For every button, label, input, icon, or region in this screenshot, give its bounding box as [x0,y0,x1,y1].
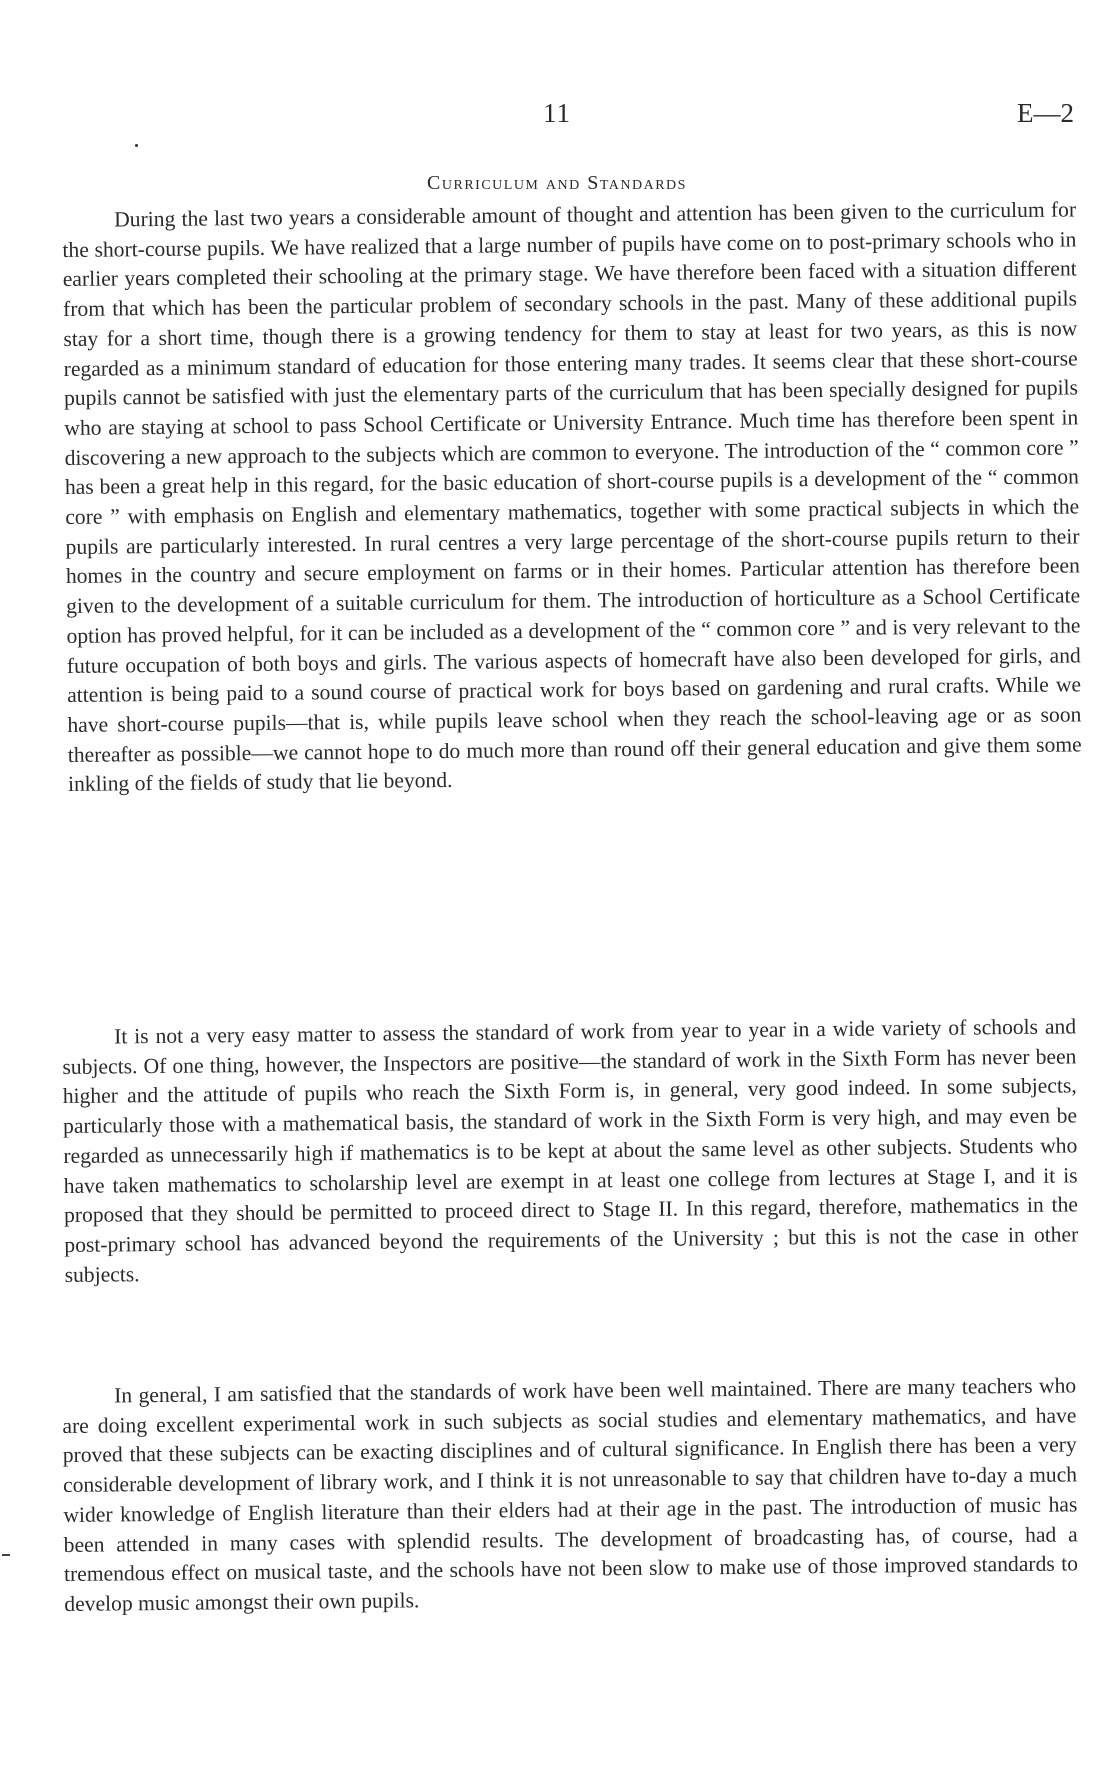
paragraph-assessment: It is not a very easy matter to assess the standard of work from year to year in a wide variety of schools and subjects. Of one thing, however, the Inspectors are positive—the standard of work in the Sixth Form has never been higher and the attitude of pupils who reach the Sixth Form is, in general, very good indeed. In some subjects, particularly those with a mathematical basis, the standard of work in the Sixth Form is very high, and may even be regarded as unnecessarily high if mathematics is to be kept at about the same level as other subjects. Students who have taken mathematics to scholarship level are exempt in at least one college from lectures at Stage I, and it is proposed that they should be permitted to proceed direct to Stage II. In this regard, therefore, mathematics in the post-primary school has advanced beyond the requirements of the University ; but this is not the case in other subjects. [62,1014,1079,1287]
section-heading: Curriculum and Standards [427,172,687,194]
scan-edge-mark [2,1554,10,1556]
scan-speck [135,144,138,147]
paragraph-curriculum: During the last two years a considerable amount of thought and attention has been given to the curriculum for the short-course pupils. We have realized that a large number of pupils have come on to post-primary schools who in earlier years completed their schooling at the primary stage. We have therefore been faced with a situation different from that which has been the particular problem of secondary schools in the past. Many of these additional pupils stay for a short time, though there is a growing tendency for them to stay at least for two years, as this is now regarded as a minimum standard of education for those entering many trades. It seems clear that these short-course pupils cannot be satisfied with just the elementary parts of the curriculum that has been specially designed for pupils who are staying at school to pass School Certificate or University Entrance. Much time has therefore been spent in discovering a new approach to the subjects which are common to everyone. The introduction of the “ common core ” has been a great help in this regard, for the basic education of short-course pupils is a development of the “ common core ” with emphasis on English and elementary mathematics, together with some practical subjects in which the pupils are particularly interested. In rural centres a very large percentage of the short-course pupils return to their homes in the country and secure employment on farms or in their homes. Particular attention has therefore been given to the development of a suitable curriculum for them. The introduction of horticulture as a School Certificate option has proved helpful, for it can be included as a development of the “ common core ” and is very relevant to the future occupation of both boys and girls. The various aspects of homecraft have also been developed for girls, and attention is being paid to a sound course of practical work for boys based on gardening and rural crafts. While we have short-course pupils—that is, while pupils leave school when they reach the school-leaving age or as soon thereafter as possible—we cannot hope to do much more than round off their general education and give them some inkling of the fields of study that lie beyond. [62,197,1082,797]
page-number: 11 [543,98,571,128]
paragraph-standards: In general, I am satisfied that the standards of work have been well maintained. There are many teachers who are doing excellent experimental work in such subjects as social studies and elementary mathematics, and have proved that these subjects can be exacting disciplines and of cultural significance. In English there has been a very considerable development of library work, and I think it is not unreasonable to say that children have to-day a much wider knowledge of English literature than their elders had at their age in the past. The introduction of music has been attended in many cases with splendid results. The development of broadcasting has, of course, had a tremendous effect on musical taste, and the schools have not been slow to make use of those improved standards to develop music amongst their own pupils. [62,1373,1079,1616]
report-code: E—2 [1017,98,1074,128]
